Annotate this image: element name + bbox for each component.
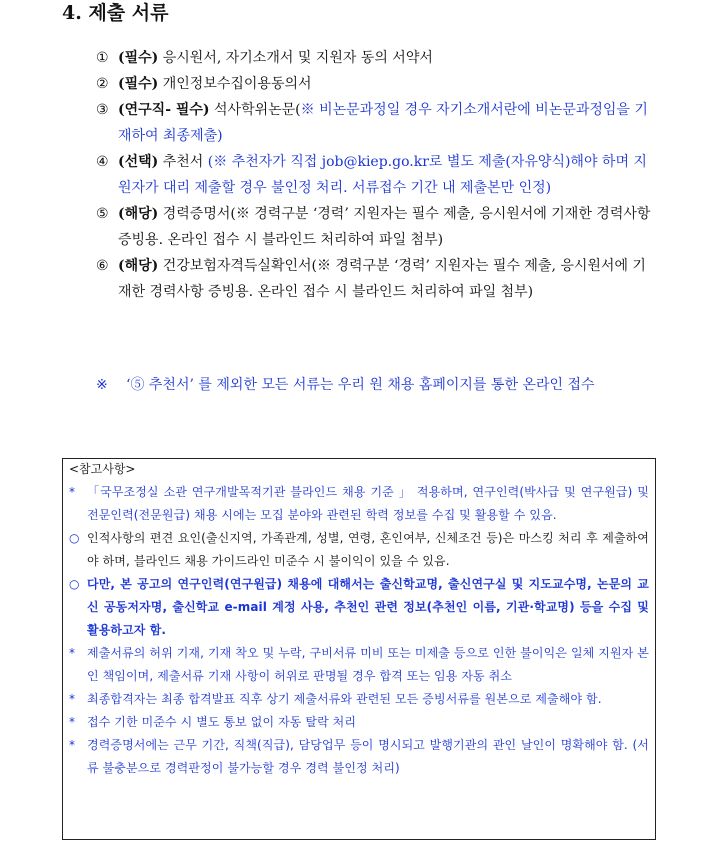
reference-item: [69, 573, 649, 642]
document-body: [118, 149, 656, 201]
reference-marker: *: [69, 646, 76, 660]
reference-item: [69, 481, 649, 527]
reference-list: [69, 481, 649, 780]
reference-marker: *: [69, 485, 76, 499]
document-body: [118, 71, 656, 97]
reference-text: 다만, 본 공고의 연구인력(연구원급) 채용에 대해서는 출신학교명, 출신연구실 및 지도교수명, 논문의 교신 공동저자명, 출신학교 e-mail 계정 사용, 추천인 관련 정보(추천인 이름, 기관·학교명) 등을 수집 및 활용하고자 함.: [87, 577, 649, 637]
document-note: ※ 비논문과정일 경우 자기소개서란에 비논문과정임을 기재하여 최종제출): [118, 102, 648, 144]
reference-text: 접수 기한 미준수 시 별도 통보 없이 자동 탈락 처리: [87, 715, 357, 729]
document-item-4: [96, 149, 656, 201]
document-marker: ②: [96, 76, 109, 92]
document-body: [118, 97, 656, 149]
document-tag: (해당): [118, 258, 159, 274]
reference-marker: *: [69, 738, 76, 752]
reference-item: [69, 688, 649, 711]
reference-text: 「국무조정실 소관 연구개발목적기관 블라인드 채용 기준 」 적용하며, 연구인력(박사급 및 연구원급) 및 전문인력(전문원급) 채용 시에는 모집 분야와 관련된 학력 정보를 수집 및 활용할 수 있음.: [87, 485, 649, 522]
document-item-6: [96, 253, 656, 305]
reference-item: [69, 642, 649, 688]
document-body: [118, 45, 656, 71]
document-text: 추천서: [162, 154, 208, 170]
reference-item: [69, 734, 649, 780]
section-title: 4. 제출 서류: [62, 2, 169, 24]
document-text: 경력증명서(※ 경력구분 ‘경력’ 지원자는 필수 제출, 응시원서에 기재한 경력사항 증빙용. 온라인 접수 시 블라인드 처리하여 파일 첨부): [118, 206, 651, 248]
reference-marker: ○: [69, 577, 80, 591]
document-body: [118, 253, 656, 305]
document-list: [96, 45, 656, 305]
document-text: 응시원서, 자기소개서 및 지원자 동의 서약서: [162, 50, 433, 66]
document-note: (※ 추천자가 직접 job@kiep.go.kr로 별도 제출(자유양식)해야 하며 지원자가 대리 제출할 경우 불인정 처리. 서류접수 기간 내 제출본만 인정): [118, 154, 647, 196]
reference-text: 최종합격자는 최종 합격발표 직후 상기 제출서류와 관련된 모든 증빙서류를 원본으로 제출해야 함.: [87, 692, 602, 706]
document-marker: ③: [96, 102, 109, 118]
notice-marker: ※: [96, 377, 108, 393]
document-tag: (필수): [118, 76, 159, 92]
document-tag: (해당): [118, 206, 159, 222]
reference-text: 제출서류의 허위 기재, 기재 착오 및 누락, 구비서류 미비 또는 미제출 등으로 인한 불이익은 일체 지원자 본인 책임이며, 제출서류 기재 사항이 허위로 판명될 경우 합격 또는 임용 자동 취소: [87, 646, 649, 683]
document-tag: (연구직- 필수): [118, 102, 210, 118]
document-text: 석사학위논문(: [214, 102, 301, 118]
reference-marker: *: [69, 715, 76, 729]
document-tag: (필수): [118, 50, 159, 66]
reference-text: 인적사항의 편견 요인(출신지역, 가족관계, 성별, 연령, 혼인여부, 신체조건 등)은 마스킹 처리 후 제출하여야 하며, 블라인드 채용 가이드라인 미준수 시 불이익이 있을 수 있음.: [87, 531, 649, 568]
reference-box: [62, 458, 656, 840]
document-marker: ⑥: [96, 258, 109, 274]
reference-marker: ○: [69, 531, 80, 545]
document-marker: ①: [96, 50, 109, 66]
document-item-1: [96, 45, 656, 71]
notice-text: ‘⑤ 추천서’ 를 제외한 모든 서류는 우리 원 채용 홈페이지를 통한 온라인 접수: [126, 377, 595, 393]
document-item-2: [96, 71, 656, 97]
document-marker: ⑤: [96, 206, 109, 222]
reference-text: 경력증명서에는 근무 기간, 직책(직급), 담당업무 등이 명시되고 발행기관의 관인 날인이 명확해야 함. (서류 불충분으로 경력판정이 불가능할 경우 경력 불인정 처리): [87, 738, 649, 775]
online-submission-notice: [96, 372, 636, 398]
document-text: 건강보험자격득실확인서(※ 경력구분 ‘경력’ 지원자는 필수 제출, 응시원서에 기재한 경력사항 증빙용. 온라인 접수 시 블라인드 처리하여 파일 첨부): [118, 258, 646, 300]
reference-marker: *: [69, 692, 76, 706]
document-tag: (선택): [118, 154, 159, 170]
document-text: 개인정보수집이용동의서: [162, 76, 312, 92]
document-body: [118, 201, 656, 253]
reference-item: [69, 527, 649, 573]
reference-title: <참고사항>: [69, 462, 136, 476]
document-item-3: [96, 97, 656, 149]
document-item-5: [96, 201, 656, 253]
document-marker: ④: [96, 154, 109, 170]
reference-item: [69, 711, 649, 734]
